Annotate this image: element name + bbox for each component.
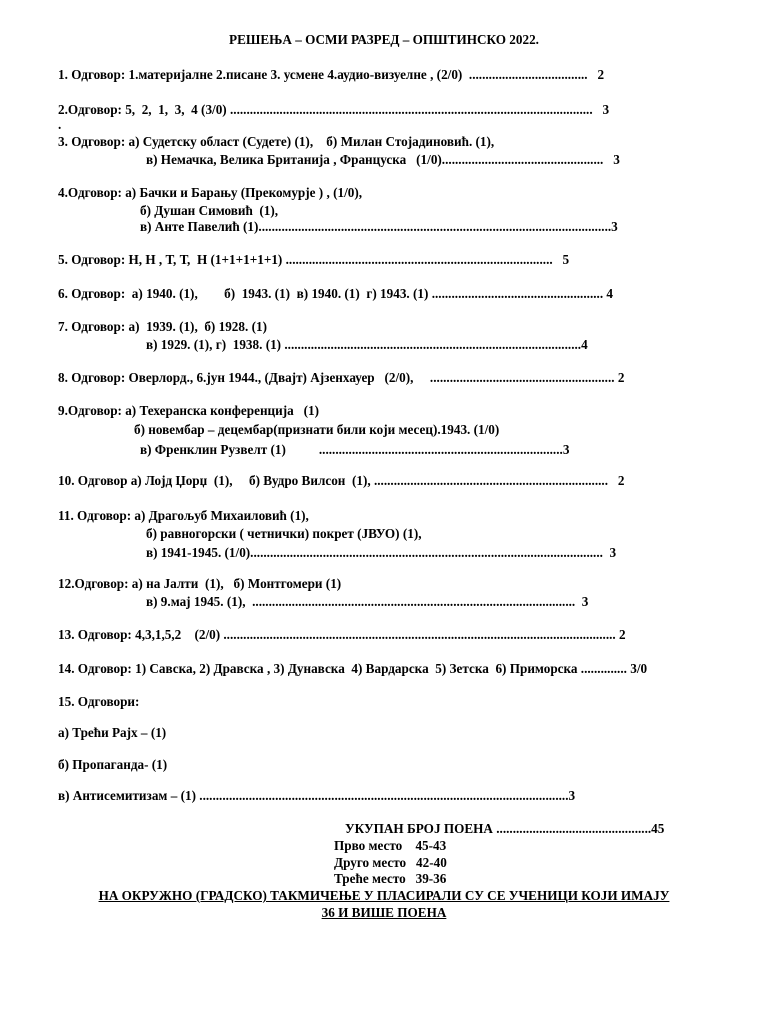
answer-7-line-1: 7. Одговор: а) 1939. (1), б) 1928. (1) — [58, 319, 267, 334]
answer-12-line-2: в) 9.мај 1945. (1), .................................................................................................. 3 — [146, 594, 589, 609]
total-points: УКУПАН БРОЈ ПОЕНА ...............................................45 — [345, 821, 665, 836]
answer-12-line-1: 12.Одговор: а) на Јалти (1), б) Монтгомери (1) — [58, 576, 342, 591]
answer-8: 8. Одговор: Оверлорд., 6.јун 1944., (Двајт) Ајзенхауер (2/0), ........................................................ 2 — [58, 370, 625, 385]
answer-15-heading: 15. Одговори: — [58, 694, 140, 709]
answer-9-line-1: 9.Одговор: а) Техеранска конференција (1) — [58, 403, 319, 418]
answer-15-b: б) Пропаганда- (1) — [58, 757, 168, 772]
answer-4-line-2: б) Душан Симовић (1), — [140, 203, 279, 218]
answer-7-line-2: в) 1929. (1), г) 1938. (1) ..........................................................................................4 — [146, 337, 588, 352]
stray-period: . — [58, 117, 62, 132]
answer-15-c: в) Антисемитизам – (1) ................................................................................................................3 — [58, 788, 576, 803]
answer-3-line-1: 3. Одговор: а) Судетску област (Судете) (1), б) Милан Стојадиновић. (1), — [58, 134, 495, 149]
page-title: РЕШЕЊА – ОСМИ РАЗРЕД – ОПШТИНСКО 2022. — [229, 32, 539, 47]
answer-11-line-3: в) 1941-1945. (1/0)........................................................................................................... 3 — [146, 545, 617, 560]
answer-13: 13. Одговор: 4,3,1,5,2 (2/0) ....................................................................................................................... 2 — [58, 627, 626, 642]
qualification-note-line-1: НА ОКРУЖНО (ГРАДСКО) ТАКМИЧЕЊЕ У ПЛАСИРАЛИ СУ СЕ УЧЕНИЦИ КОЈИ ИМАЈУ — [98, 888, 670, 903]
answer-14: 14. Одговор: 1) Савска, 2) Дравска , 3) Дунавска 4) Вардарска 5) Зетска 6) Приморска .............. 3/0 — [58, 661, 648, 676]
answer-11-line-2: б) равногорски ( четнички) покрет (ЈВУО) (1), — [146, 526, 422, 541]
answer-9-line-3: в) Френклин Рузвелт (1) ..........................................................................3 — [140, 442, 570, 457]
third-place: Треће место 39-36 — [334, 871, 447, 886]
answer-10: 10. Одговор а) Лојд Џорџ (1), б) Вудро Вилсон (1), ....................................................................... 2 — [58, 473, 625, 488]
answer-9-line-2: б) новембар – децембар(признати били који месец).1943. (1/0) — [134, 422, 500, 437]
answer-4-line-3: в) Анте Павелић (1)...........................................................................................................3 — [140, 219, 618, 234]
answer-2: 2.Одговор: 5, 2, 1, 3, 4 (3/0) .............................................................................................................. 3 — [58, 102, 610, 117]
answer-6: 6. Одговор: а) 1940. (1), б) 1943. (1) в) 1940. (1) г) 1943. (1) .................................................... 4 — [58, 286, 614, 301]
first-place: Прво место 45-43 — [334, 838, 447, 853]
answer-15-a: а) Трећи Рајх – (1) — [58, 725, 167, 740]
answer-3-line-2: в) Немачка, Велика Британија , Француска (1/0)................................................. 3 — [146, 152, 620, 167]
answer-5: 5. Одговор: Н, Н , Т, Т, Н (1+1+1+1+1) ................................................................................. 5 — [58, 252, 570, 267]
answer-4-line-1: 4.Одговор: а) Бачки и Барању (Прекомурје ) , (1/0), — [58, 185, 363, 200]
qualification-note-line-2: 36 И ВИШЕ ПОЕНА — [321, 905, 447, 920]
answer-11-line-1: 11. Одговор: а) Драгољуб Михаиловић (1), — [58, 508, 309, 523]
second-place: Друго место 42-40 — [334, 855, 447, 870]
answer-1: 1. Одговор: 1.материјалне 2.писане 3. усмене 4.аудио-визуелне , (2/0) .................................... 2 — [58, 67, 605, 82]
